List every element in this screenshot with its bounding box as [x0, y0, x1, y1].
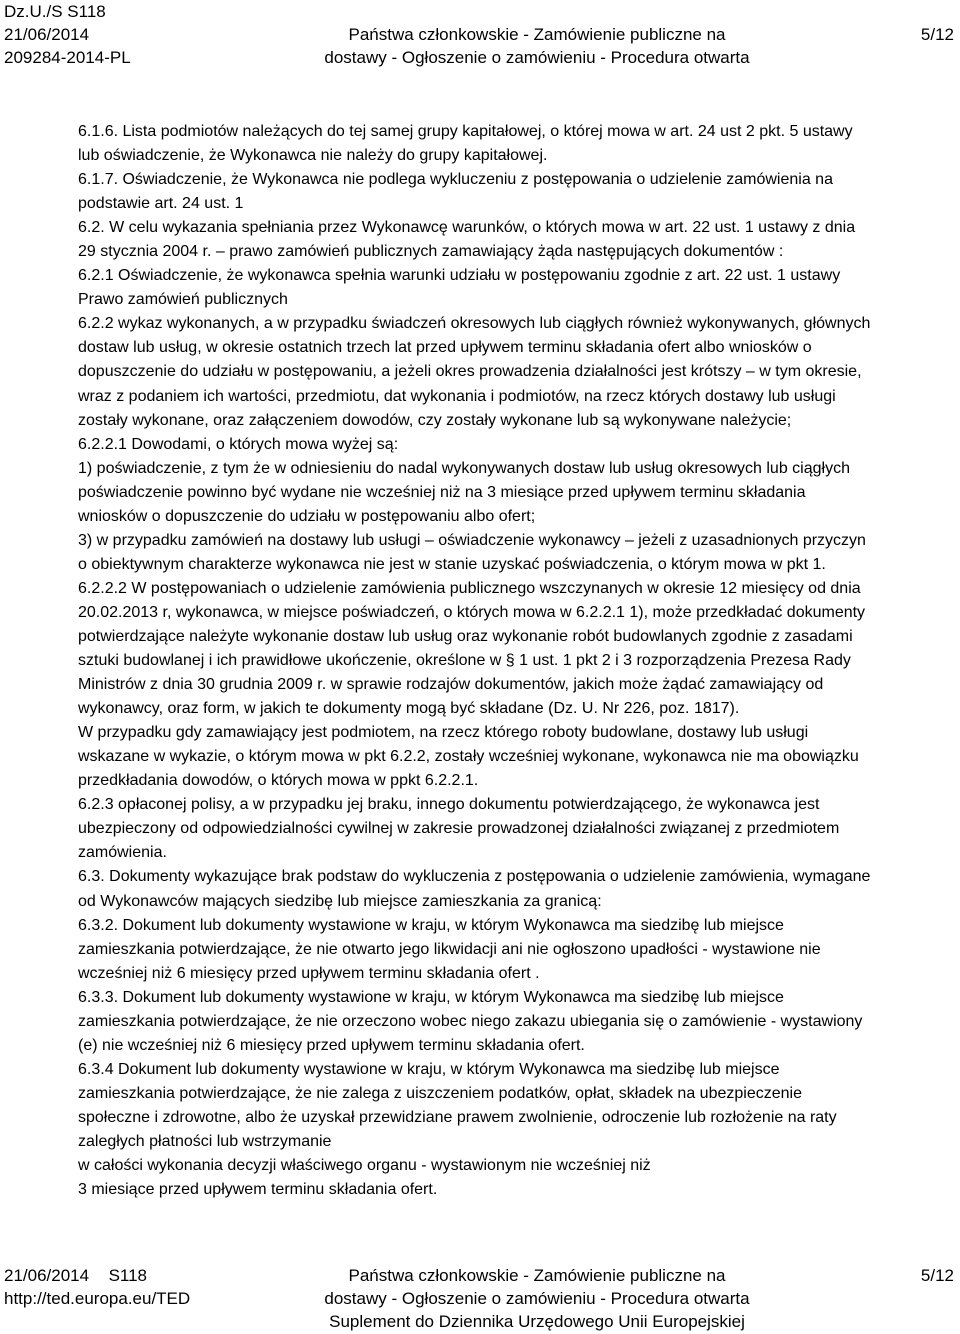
body-line: 6.3.4 Dokument lub dokumenty wystawione w kraju, w którym Wykonawca ma siedzibę lub miejsce [78, 1060, 780, 1078]
body-line: społeczne i zdrowotne, albo że uzyskał przewidziane prawem zwolnienie, odroczenie lub rozłożenie na raty [78, 1108, 837, 1126]
body-line: wykonawcy, oraz form, w jakich te dokumenty mogą być składane (Dz. U. Nr 226, poz. 1817). [78, 700, 740, 718]
body-line: przedkładania dowodów, o których mowa w ppkt 6.2.2.1. [78, 772, 479, 790]
header-title-line-2: dostawy - Ogłoszenie o zamówieniu - Procedura otwarta [324, 48, 750, 67]
document-body [78, 120, 958, 1202]
body-line: potwierdzające należyte wykonanie dostaw lub usług oraz wykonanie robót budowlanych zgodnie z zasadami [78, 627, 853, 645]
body-line: Ministrów z dnia 30 grudnia 2009 r. w sprawie rodzajów dokumentów, jakich może żądać zamawiający od [78, 676, 824, 694]
body-line: dopuszczenie do udziału w postępowaniu, a jeżeli okres prowadzenia działalności jest krótszy – w tym okresie, [78, 363, 862, 381]
body-line: 6.2.2.2 W postępowaniach o udzielenie zamówienia publicznego wszczynanych w okresie 12 miesięcy od dnia [78, 579, 861, 597]
body-line: w całości wykonania decyzji właściwego organu - wystawionym nie wcześniej niż [78, 1157, 651, 1175]
footer-right [921, 1264, 954, 1287]
body-line: wniosków o dopuszczenie do udziału w postępowaniu albo ofert; [78, 507, 536, 525]
footer-supplement: Suplement do Dziennika Urzędowego Unii Europejskiej [329, 1312, 745, 1331]
body-line: W przypadku gdy zamawiający jest podmiotem, na rzecz którego roboty budowlane, dostawy lub usługi [78, 724, 809, 742]
body-line: 20.02.2013 r, wykonawca, w miejsce poświadczeń, o których mowa w 6.2.2.1 1), może przedkładać dokumenty [78, 603, 866, 621]
body-line: wcześniej niż 6 miesięcy przed upływem terminu składania ofert . [78, 964, 540, 982]
body-line: 6.2.3 opłaconej polisy, a w przypadku jej braku, innego dokumentu potwierdzającego, że wykonawca jest [78, 796, 820, 814]
header-page-number: 5/12 [920, 25, 954, 44]
header-date: 21/06/2014 [4, 25, 90, 44]
header-right [921, 0, 954, 46]
body-line: zamieszkania potwierdzające, że nie zalega z uiszczeniem podatków, opłat, składek na ubezpieczenie [78, 1084, 802, 1102]
body-line: poświadczenie powinno być wydane nie wcześniej niż na 3 miesiące przed upływem terminu składania [78, 483, 806, 501]
footer-center [307, 1264, 767, 1333]
body-line: zaległych płatności lub wstrzymanie [78, 1132, 332, 1150]
footer-url: http://ted.europa.eu/TED [4, 1289, 191, 1308]
header-notice-number: 209284-2014-PL [4, 48, 131, 67]
body-line: lub oświadczenie, że Wykonawca nie należy do grupy kapitałowej. [78, 147, 548, 165]
body-line: 3) w przypadku zamówień na dostawy lub usługi – oświadczenie wykonawcy – jeżeli z uzasadnionych przyczyn [78, 531, 866, 549]
footer-page-number: 5/12 [920, 1266, 954, 1285]
body-line: zamieszkania potwierdzające, że nie orzeczono wobec niego zakazu ubiegania się o zamówienie - wystawiony [78, 1012, 863, 1030]
body-line: wskazane w wykazie, o którym mowa w pkt 6.2.2, zostały wcześniej wykonane, wykonawca nie ma obowiązku [78, 748, 859, 766]
body-line: podstawie art. 24 ust. 1 [78, 195, 244, 213]
body-line: (e) nie wcześniej niż 6 miesięcy przed upływem terminu składania ofert. [78, 1036, 585, 1054]
body-line: ubezpieczony od odpowiedzialności cywilnej w zakresie prowadzonej działalności związanej z przedmiotem [78, 820, 840, 838]
body-line: wraz z podaniem ich wartości, przedmiotu, dat wykonania i podmiotów, na rzecz których dostawy lub usługi [78, 387, 836, 405]
footer-title-line-1: Państwa członkowskie - Zamówienie publiczne na [348, 1266, 726, 1285]
footer-series: S118 [108, 1266, 148, 1285]
body-line: 6.1.7. Oświadczenie, że Wykonawca nie podlega wykluczeniu z postępowania o udzielenie zamówienia na [78, 171, 833, 189]
body-line: 6.2. W celu wykazania spełniania przez Wykonawcę warunków, o których mowa w art. 22 ust. 1 ustawy z dnia [78, 219, 856, 237]
body-line: sztuki budowlanej i ich prawidłowe ukończenie, określone w § 1 ust. 1 pkt 2 i 3 rozporządzenia Prezesa Rady [78, 652, 851, 670]
body-line: zamówienia. [78, 844, 167, 862]
body-line: 1) poświadczenie, z tym że w odniesieniu do nadal wykonywanych dostaw lub usług okresowych lub ciągłych [78, 459, 850, 477]
header-center-blank [307, 0, 767, 23]
body-line: 6.2.1 Oświadczenie, że wykonawca spełnia warunki udziału w postępowaniu zgodnie z art. 22 ust. 1 ustawy [78, 267, 841, 285]
footer-date: 21/06/2014 [4, 1266, 90, 1285]
header-title-line-1: Państwa członkowskie - Zamówienie publiczne na [348, 25, 726, 44]
body-line: Prawo zamówień publicznych [78, 291, 288, 309]
body-line: 6.3. Dokumenty wykazujące brak podstaw do wykluczenia z postępowania o udzielenie zamówienia, wymagane [78, 868, 871, 886]
header-doc-ref: Dz.U./S S118 [4, 2, 106, 21]
body-line: 29 stycznia 2004 r. – prawo zamówień publicznych zamawiający żąda następujących dokumentów : [78, 243, 784, 261]
body-line: od Wykonawców mających siedzibę lub miejsce zamieszkania za granicą: [78, 892, 602, 910]
footer-left [4, 1264, 190, 1310]
header-right-blank [921, 0, 954, 23]
body-line: 6.3.2. Dokument lub dokumenty wystawione w kraju, w którym Wykonawca ma siedzibę lub miejsce [78, 916, 784, 934]
footer-title-line-2: dostawy - Ogłoszenie o zamówieniu - Procedura otwarta [324, 1289, 750, 1308]
body-line: 3 miesiące przed upływem terminu składania ofert. [78, 1181, 438, 1199]
body-line: 6.2.2 wykaz wykonanych, a w przypadku świadczeń okresowych lub ciągłych również wykonywanych, głównych [78, 315, 871, 333]
body-line: 6.2.2.1 Dowodami, o których mowa wyżej są: [78, 435, 399, 453]
body-line: zostały wykonane, oraz załączeniem dowodów, czy zostały wykonane lub są wykonywane należycie; [78, 411, 792, 429]
body-line: 6.3.3. Dokument lub dokumenty wystawione w kraju, w którym Wykonawca ma siedzibę lub miejsce [78, 988, 784, 1006]
header-center [307, 0, 767, 69]
body-line: zamieszkania potwierdzające, że nie otwarto jego likwidacji ani nie ogłoszono upadłości - wystawione nie [78, 940, 821, 958]
body-line: o obiektywnym charakterze wykonawca nie jest w stanie uzyskać poświadczenia, o którym mowa w pkt 1. [78, 555, 826, 573]
header-left [4, 0, 131, 69]
body-line: dostaw lub usług, w okresie ostatnich trzech lat przed upływem terminu składania ofert albo wniosków o [78, 339, 812, 357]
body-line: 6.1.6. Lista podmiotów należących do tej samej grupy kapitałowej, o której mowa w art. 24 ust 2 pkt. 5 ustawy [78, 123, 853, 140]
